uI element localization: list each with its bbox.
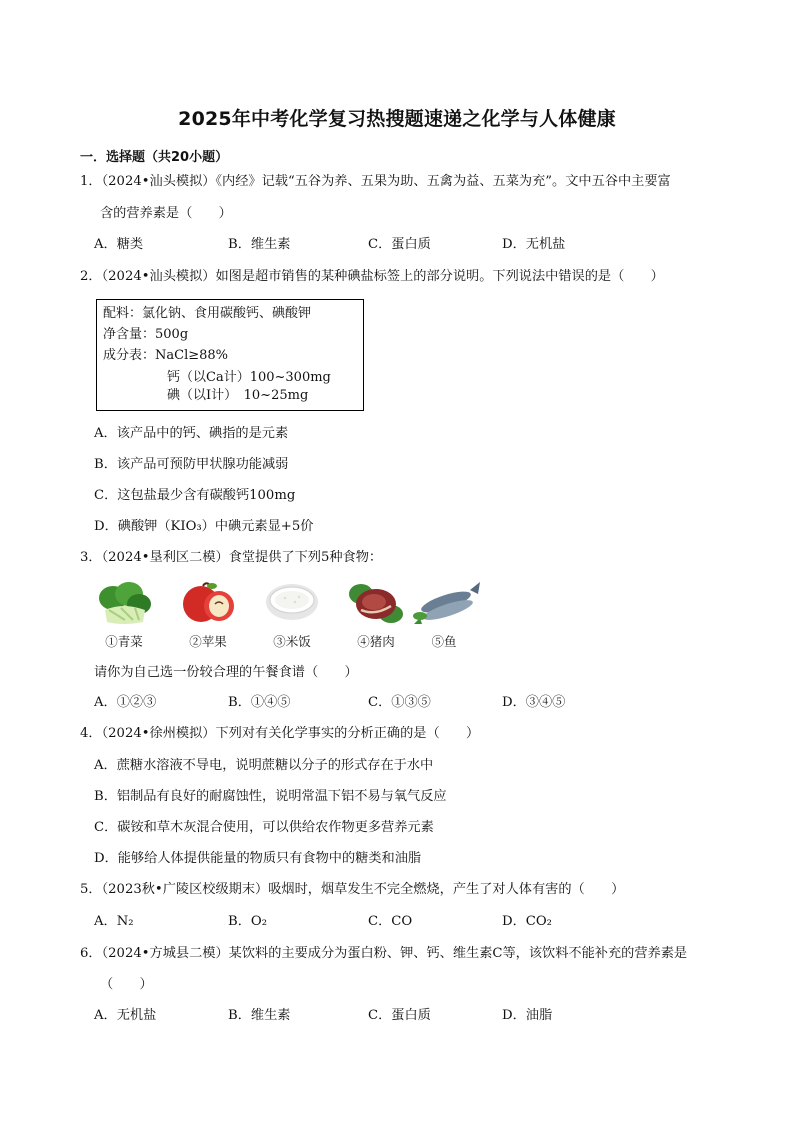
q1-stem-line2: 含的营养素是（ ）: [100, 206, 232, 221]
q4-stem: 4．（2024•徐州模拟）下列对有关化学事实的分析正确的是（ ）: [80, 726, 480, 741]
q5-option-d: D．CO₂: [502, 914, 552, 929]
food-label-5: ⑤鱼: [431, 634, 457, 649]
food-label-3: ③米饭: [273, 634, 311, 649]
food-fish: [412, 580, 476, 650]
food-label-1: ①青菜: [105, 634, 143, 649]
bok-choy-icon: [95, 580, 153, 626]
q3-prompt: 请你为自己选一份较合理的午餐食谱（ ）: [94, 665, 358, 680]
q6-stem-line1: 6．（2024•方城县二模）某饮料的主要成分为蛋白粉、钾、钙、维生素C等，该饮料不能补充的营养素是: [80, 946, 688, 961]
q2-stem: 2．（2024•汕头模拟）如图是超市销售的某种碘盐标签上的部分说明。下列说法中错误的是（ ）: [80, 269, 664, 284]
q4-option-b: B．铝制品有良好的耐腐蚀性，说明常温下铝不易与氧气反应: [94, 789, 447, 804]
q2-option-b: B．该产品可预防甲状腺功能减弱: [94, 457, 289, 472]
q1-option-d: D．无机盐: [502, 237, 566, 252]
food-apple: [176, 580, 240, 650]
q2-option-d: D．碘酸钾（KIO₃）中碘元素显+5价: [94, 519, 314, 534]
q3-option-c: C．①③⑤: [368, 695, 431, 710]
page-title: 2025年中考化学复习热搜题速递之化学与人体健康: [178, 108, 616, 130]
food-rice: [260, 580, 324, 650]
food-images: [92, 580, 492, 656]
q3-stem: 3．（2024•垦利区二模）食堂提供了下列5种食物：: [80, 550, 383, 565]
food-vegetable: [92, 580, 156, 650]
q4-option-d: D．能够给人体提供能量的物质只有食物中的糖类和油脂: [94, 851, 422, 866]
q6-option-a: A．无机盐: [94, 1008, 157, 1023]
label-ingredients: 配料：氯化钠、食用碳酸钙、碘酸钾: [103, 306, 312, 321]
salt-label-box: [96, 299, 364, 411]
q1-option-b: B．维生素: [228, 237, 291, 252]
q5-option-c: C．CO: [368, 914, 413, 929]
food-label-4: ④猪肉: [357, 634, 395, 649]
q3-option-b: B．①④⑤: [228, 695, 291, 710]
label-net-content: 净含量：500g: [103, 327, 189, 342]
section-heading: 一．选择题（共20小题）: [80, 150, 229, 165]
food-label-2: ②苹果: [189, 634, 227, 649]
q1-option-c: C．蛋白质: [368, 237, 431, 252]
q4-option-c: C．碳铵和草木灰混合使用，可以供给农作物更多营养元素: [94, 820, 434, 835]
q6-stem-line2: （ ）: [100, 977, 153, 992]
pork-icon: [347, 580, 405, 626]
q5-option-a: A．N₂: [94, 914, 134, 929]
q6-option-d: D．油脂: [502, 1008, 553, 1023]
label-calcium: 钙（以Ca计）100~300mg: [167, 370, 331, 385]
apple-icon: [179, 580, 237, 626]
fish-icon: [412, 580, 482, 626]
q6-option-b: B．维生素: [228, 1008, 291, 1023]
q5-option-b: B．O₂: [228, 914, 267, 929]
label-composition: 成分表：NaCl≥88%: [103, 348, 229, 363]
q2-option-c: C．这包盐最少含有碳酸钙100mg: [94, 488, 296, 503]
rice-bowl-icon: [263, 580, 321, 626]
food-pork: [344, 580, 408, 650]
label-iodine: 碘（以I计） 10~25mg: [167, 388, 309, 403]
q5-stem: 5．（2023秋•广陵区校级期末）吸烟时，烟草发生不完全燃烧，产生了对人体有害的（ ）: [80, 882, 625, 897]
q4-option-a: A．蔗糖水溶液不导电，说明蔗糖以分子的形式存在于水中: [94, 758, 434, 773]
q2-option-a: A．该产品中的钙、碘指的是元素: [94, 426, 289, 441]
q3-option-a: A．①②③: [94, 695, 157, 710]
q3-option-d: D．③④⑤: [502, 695, 566, 710]
q6-option-c: C．蛋白质: [368, 1008, 431, 1023]
q1-stem-line1: 1．（2024•汕头模拟）《内经》记载“五谷为养、五果为助、五禽为益、五菜为充”。文中五谷中主要富: [80, 174, 671, 189]
q1-option-a: A．糖类: [94, 237, 144, 252]
